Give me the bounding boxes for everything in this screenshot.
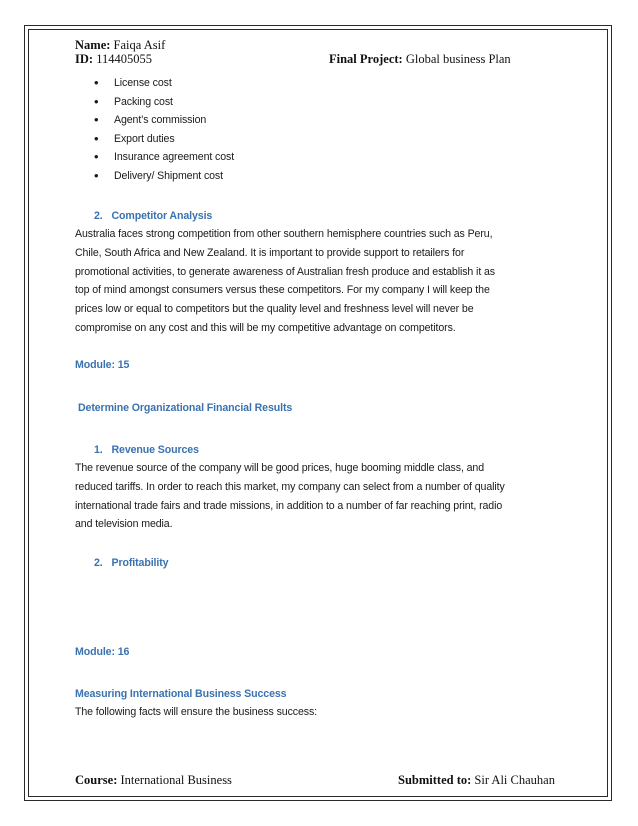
name-label: Name: — [75, 38, 111, 52]
list-item: • Packing cost — [94, 93, 234, 112]
paragraph-line: top of mind amongst consumers versus these competitors. For my company I will keep the — [75, 284, 490, 297]
module-15-label: Module: 15 — [75, 359, 130, 371]
course-line — [75, 773, 232, 788]
submitted-label: Submitted to: — [398, 773, 472, 787]
paragraph-line: international trade fairs and trade missions, in addition to a number of far reaching print, radio — [75, 499, 503, 512]
id-line — [75, 52, 152, 67]
list-item: • License cost — [94, 74, 234, 93]
id-label: ID: — [75, 52, 94, 66]
list-item: • Delivery/ Shipment cost — [94, 167, 234, 186]
paragraph-line: reduced tariffs. In order to reach this market, my company can select from a number of quality — [75, 480, 505, 493]
profitability-heading — [94, 557, 168, 569]
project-line — [329, 52, 511, 67]
revenue-heading — [94, 444, 199, 456]
module-15-title: Determine Organizational Financial Results — [78, 402, 293, 414]
competitor-heading — [94, 210, 212, 222]
paragraph-line: Australia faces strong competition from other southern hemisphere countries such as Peru, — [75, 228, 493, 240]
competitor-paragraph — [75, 225, 555, 338]
competitor-number: 2. — [94, 210, 103, 222]
list-item: • Export duties — [94, 130, 234, 149]
paragraph-line: The revenue source of the company will be good prices, huge booming middle class, and — [75, 462, 485, 474]
project-label: Final Project: — [329, 52, 403, 66]
paragraph-line: promotional activities, to generate awareness of Australian fresh produce and establish it as — [75, 265, 495, 278]
competitor-title: Competitor Analysis — [111, 210, 213, 222]
paragraph-line: Chile, South Africa and New Zealand. It is important to provide support to retailers for — [75, 246, 465, 259]
paragraph-line: compromise on any cost and this will be my competitive advantage on competitors. — [75, 321, 456, 334]
project-value: Global business Plan — [405, 52, 511, 66]
revenue-title: Revenue Sources — [111, 444, 199, 456]
course-label: Course: — [75, 773, 118, 787]
profitability-number: 2. — [94, 557, 103, 569]
revenue-paragraph — [75, 459, 555, 534]
paragraph-line: and television media. — [75, 518, 173, 531]
name-value: Faiqa Asif — [113, 38, 166, 52]
submitted-value: Sir Ali Chauhan — [474, 773, 555, 787]
paragraph-line: prices low or equal to competitors but the quality level and freshness level will never be — [75, 303, 474, 316]
list-item: • Agent’s commission — [94, 111, 234, 130]
id-value: 114405055 — [96, 52, 152, 66]
submitted-line — [398, 773, 555, 788]
name-line — [75, 38, 165, 53]
module-16-text: The following facts will ensure the business success: — [75, 706, 318, 718]
module-16-label: Module: 16 — [75, 646, 130, 658]
revenue-number: 1. — [94, 444, 103, 456]
module-16-title: Measuring International Business Success — [75, 688, 287, 700]
profitability-title: Profitability — [111, 557, 169, 569]
cost-list — [94, 74, 234, 186]
list-item: • Insurance agreement cost — [94, 148, 234, 167]
course-value: International Business — [120, 773, 232, 787]
